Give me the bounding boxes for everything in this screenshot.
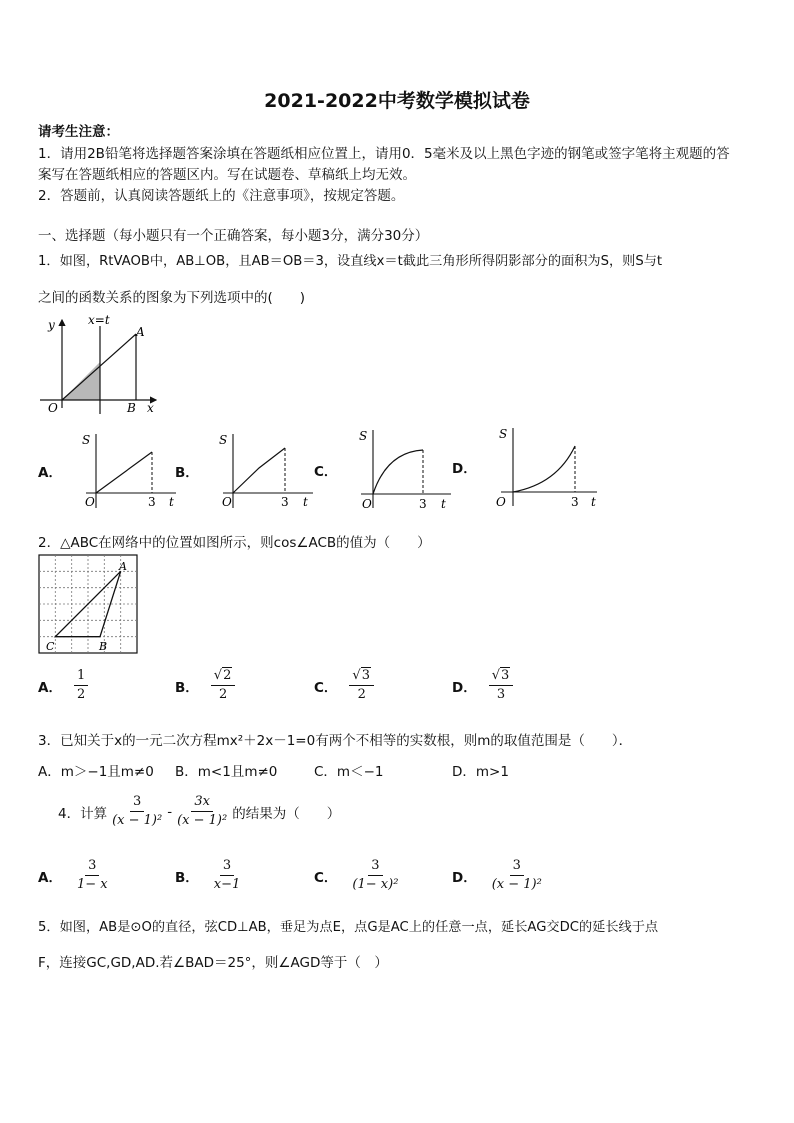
q1-option-d-graph bbox=[487, 422, 602, 512]
section-heading: 一、选择题（每小题只有一个正确答案，每小题3分，满分30分） bbox=[38, 228, 429, 244]
q1-option-a[interactable] bbox=[38, 426, 182, 516]
q4-option-d[interactable]: D． $\frac{3}{\text{(x − 1)²}}$ bbox=[452, 858, 542, 892]
q2-a-label: A bbox=[119, 560, 127, 573]
opt-d-o: O bbox=[495, 495, 506, 509]
q3-option-a[interactable]: A．m＞−1且m≠0 bbox=[38, 764, 154, 780]
q1-figure bbox=[38, 312, 168, 418]
q5-stem-line1: 5．如图，AB是⊙O的直径，弦CD⊥AB，垂足为点E，点G是AC上的任意一点，延长AG交DC的延长线于点 bbox=[38, 920, 659, 935]
q2-option-c-fraction: $\frac{√3}{2}$ bbox=[349, 668, 374, 703]
triangle-abc bbox=[55, 571, 120, 636]
q2-option-d-fraction: $\frac{√3}{3}$ bbox=[489, 668, 514, 703]
opt-d-s: S bbox=[498, 427, 507, 441]
q3-option-b[interactable]: B．m<1且m≠0 bbox=[175, 764, 278, 780]
opt-b-3: 3 bbox=[280, 495, 289, 509]
fig1-o-label: O bbox=[48, 401, 58, 415]
q2-b-label: B bbox=[99, 640, 108, 653]
q2-option-d-label: D． bbox=[452, 679, 477, 696]
notice-item-2: 2．答题前，认真阅读答题纸上的《注意事项》，按规定答题。 bbox=[38, 188, 405, 204]
opt-c-t: t bbox=[441, 497, 447, 511]
q4-suffix: 的结果为（ ） bbox=[232, 805, 341, 822]
q2-option-d[interactable] bbox=[452, 668, 515, 703]
opt-a-t: t bbox=[168, 495, 174, 509]
q3-stem: 3．已知关于x的一元二次方程mx²＋2x－1=0有两个不相等的实数根，则m的取值范围是（ ）． bbox=[38, 733, 633, 749]
opt-d-t: t bbox=[590, 495, 596, 509]
q2-option-b-fraction: $\frac{√2}{2}$ bbox=[211, 668, 236, 703]
q2-option-b-label: B． bbox=[175, 679, 199, 696]
opt-b-o: O bbox=[221, 495, 232, 509]
q3-option-c[interactable]: C．m＜−1 bbox=[314, 764, 384, 780]
q4-option-a-label: A． bbox=[38, 869, 62, 886]
q4-fraction-2: $\frac{3x}{\text{(x − 1)²}}$ bbox=[177, 794, 228, 828]
q2-option-a-fraction: $\frac{1}{2}$ bbox=[74, 668, 88, 703]
opt-c-s: S bbox=[359, 429, 368, 443]
fig1-y-label: y bbox=[48, 318, 55, 332]
q2-c-label: C bbox=[46, 640, 55, 653]
q1-option-a-label: A． bbox=[38, 465, 62, 481]
q4-option-c[interactable]: C． $\frac{3}{\text{(1− x)²}}$ bbox=[314, 858, 399, 892]
q1-stem-line2: 之间的函数关系的图象为下列选项中的( ) bbox=[38, 290, 306, 306]
q4-option-d-label: D． bbox=[452, 869, 477, 886]
q3-option-d[interactable]: D．m>1 bbox=[452, 764, 509, 780]
fig1-b-label: B bbox=[127, 401, 136, 415]
notice-heading: 请考生注意： bbox=[38, 124, 119, 140]
q2-option-a[interactable] bbox=[38, 668, 90, 703]
q1-option-d[interactable] bbox=[452, 422, 602, 512]
opt-c-o: O bbox=[362, 497, 373, 511]
notice-item-1b: 案写在答题纸相应的答题区内。写在试题卷、草稿纸上均无效。 bbox=[38, 167, 416, 183]
q2-option-b[interactable] bbox=[175, 668, 237, 703]
q1-option-a-graph bbox=[72, 426, 182, 516]
q4-option-b-label: B． bbox=[175, 869, 199, 886]
q2-grid-figure bbox=[38, 554, 140, 658]
opt-a-3: 3 bbox=[147, 495, 156, 509]
q2-option-c[interactable] bbox=[314, 668, 376, 703]
opt-c-3: 3 bbox=[419, 497, 428, 511]
q1-option-b-graph bbox=[209, 426, 319, 516]
q2-stem: 2．△ABC在网络中的位置如图所示，则cos∠ACB的值为（ ） bbox=[38, 535, 431, 551]
q1-option-d-label: D． bbox=[452, 461, 477, 477]
fig1-x-label: x bbox=[147, 401, 154, 415]
page-title: 2021-2022中考数学模拟试卷 bbox=[264, 90, 530, 112]
q5-stem-line2: F，连接GC,GD,AD.若∠BAD＝25°，则∠AGD等于（ ） bbox=[38, 955, 388, 971]
q4-option-c-label: C． bbox=[314, 869, 338, 886]
fig1-xt-label: x=t bbox=[88, 313, 110, 327]
opt-a-s: S bbox=[81, 433, 91, 447]
q4-option-b[interactable]: B． $\frac{3}{x-1}$ bbox=[175, 858, 241, 892]
q1-option-b-label: B． bbox=[175, 465, 199, 481]
notice-item-1a: 1．请用2B铅笔将选择题答案涂填在答题纸相应位置上，请用0．5毫米及以上黑色字迹的钢笔或签字笔将主观题的答 bbox=[38, 146, 730, 162]
opt-d-3: 3 bbox=[570, 495, 579, 509]
q1-option-c-label: C． bbox=[314, 464, 338, 480]
opt-a-o: O bbox=[84, 495, 95, 509]
q2-option-c-label: C． bbox=[314, 679, 338, 696]
q4-fraction-1: $\frac{3}{\text{(x − 1)²}}$ bbox=[112, 794, 163, 828]
q1-option-c[interactable] bbox=[314, 424, 457, 516]
q4-minus: - bbox=[167, 803, 173, 820]
q4-option-a[interactable]: A． $\frac{3}{1- x}$ bbox=[38, 858, 108, 892]
opt-b-t: t bbox=[302, 495, 308, 509]
q4-stem bbox=[58, 794, 340, 829]
q4-prefix: 4．计算 bbox=[58, 805, 108, 822]
q1-option-b[interactable] bbox=[175, 426, 319, 516]
q1-stem-line1: 1．如图，RtVAOB中，AB⊥OB，且AB＝OB＝3，设直线x＝t截此三角形所得阴影部分的面积为S，则S与t bbox=[38, 254, 663, 269]
q1-option-c-graph bbox=[347, 424, 457, 516]
q2-option-a-label: A． bbox=[38, 679, 62, 696]
opt-b-s: S bbox=[218, 433, 228, 447]
fig1-a-label: A bbox=[136, 325, 145, 339]
